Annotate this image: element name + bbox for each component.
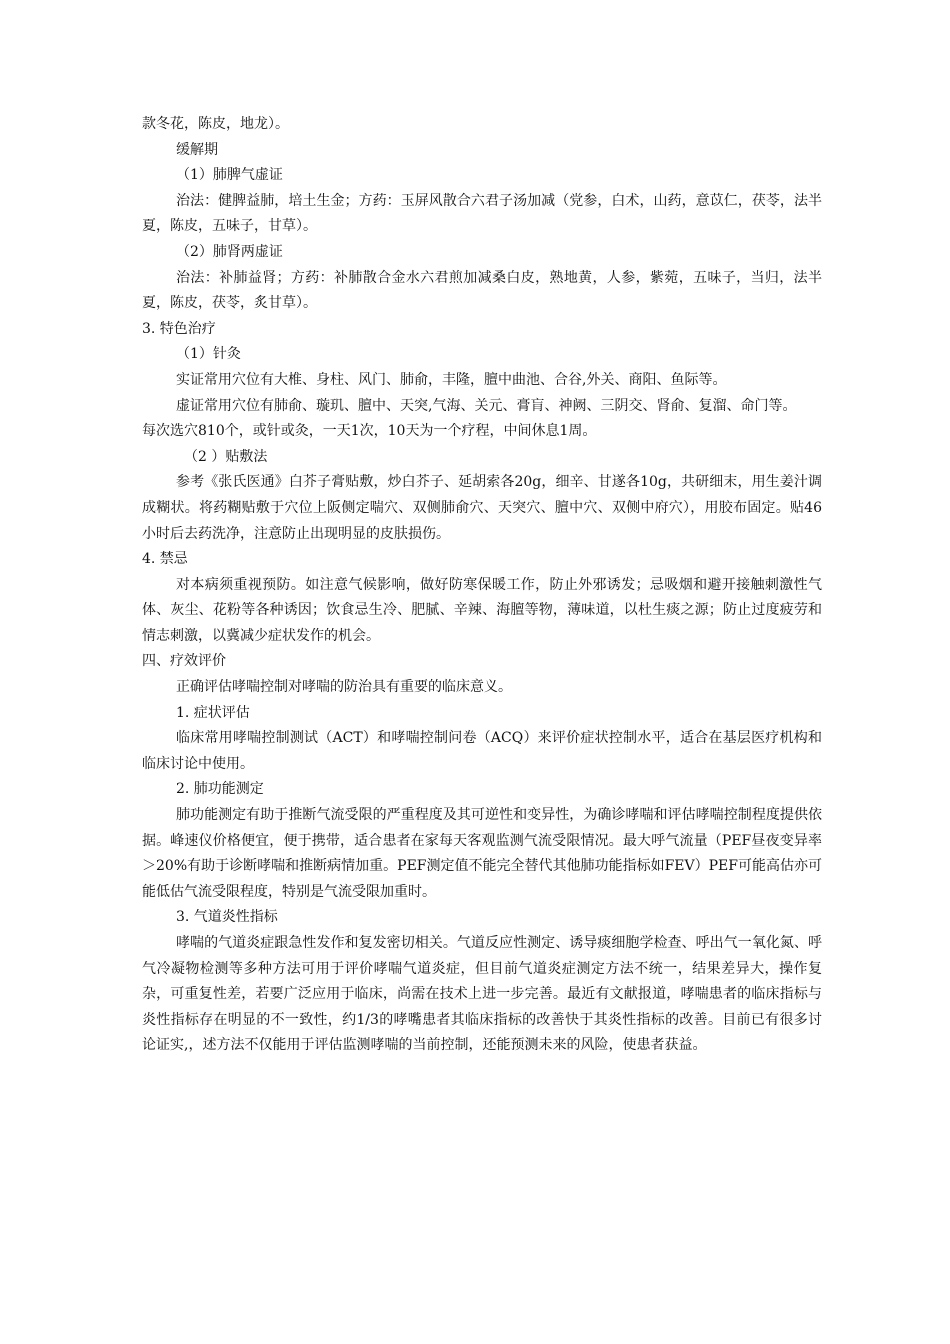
document-body (142, 112, 822, 1059)
text-line: 款冬花，陈皮，地龙）。 (142, 116, 289, 132)
paragraph: 治法：补肺益肾；方药：补肺散合金水六君煎加减桑白皮，熟地黄，人参，紫菀，五味子，当归，法半夏，陈皮，茯苓，炙甘草）。 (142, 269, 822, 312)
subsection-heading: 3. 气道炎性指标 (176, 909, 278, 926)
paragraph: 每次选穴810个，或针或灸，一天1次，10天为一个疗程，中间休息1周。 (142, 423, 597, 440)
section-heading: 3. 特色治疗 (142, 320, 216, 337)
paragraph: 哮喘的气道炎症跟急性发作和复发密切相关。气道反应性测定、诱导痰细胞学检查、呼出气一氧化氮、呼气冷凝物检测等多种方法可用于评价哮喘气道炎症，但目前气道炎症测定方法不统一，结果差异大，操作复杂，可重复性差，若要广泛应用于临床，尚需在技术上进一步完善。最近有文献报道，哮喘患者的临床指标与炎性指标存在明显的不一致性，约1/3的哮嘴患者其临床指标的改善快于其炎性指标的改善。目前已有很多讨论证实,，述方法不仅能用于评估监测哮喘的当前控制，还能预测未来的风险，使患者获益。 (142, 935, 822, 1054)
section-heading: 4. 禁忌 (142, 551, 188, 568)
paragraph: 虚证常用穴位有肺俞、璇玑、膻中、天突,气海、关元、膏肓、神阙、三阴交、肾俞、复溜、命门等。 (176, 397, 797, 414)
paragraph: 正确评估哮喘控制对哮喘的防治具有重要的临床意义。 (176, 679, 512, 696)
subsection-heading: （1）肺脾气虚证 (176, 167, 283, 184)
subsection-heading: （2）肺肾两虚证 (176, 243, 283, 260)
subsection-heading: 1. 症状评估 (176, 704, 250, 721)
chapter-heading: 四、疗效评价 (142, 653, 226, 670)
paragraph: 参考《张氏医通》白芥子膏贴敷，炒白芥子、延胡索各20g，细辛、甘遂各10g，共研细末，用生姜汁调成糊状。将药糊贴敷于穴位上阪侧定喘穴、双侧肺俞穴、天突穴、膻中穴、双侧中府穴），用胶布固定。贴46小时后去药洗净，注意防止出现明显的皮肤损伤。 (142, 474, 822, 542)
paragraph: 治法：健脾益肺，培土生金；方药：玉屏风散合六君子汤加减（党参，白术，山药，意苡仁，茯苓，法半夏，陈皮，五味子，甘草）。 (142, 192, 822, 235)
paragraph: 对本病须重视预防。如注意气候影响，做好防寒保暖工作，防止外邪诱发；忌吸烟和避开接触刺激性气体、灰尘、花粉等各种诱因；饮食忌生冷、肥腻、辛辣、海膻等物，薄味道，以杜生痰之源；防止过度疲劳和情志刺激，以冀减少症状发作的机会。 (142, 576, 822, 644)
subsection-heading: （1）针灸 (176, 346, 241, 363)
paragraph: 临床常用哮喘控制测试（ACT）和哮喘控制问卷（ACQ）来评价症状控制水平，适合在基层医疗机构和临床讨论中使用。 (142, 730, 822, 772)
paragraph: 肺功能测定有助于推断气流受限的严重程度及其可逆性和变异性，为确诊哮喘和评估哮喘控制程度提供依据。峰速仪价格便宜，便于携带，适合患者在家每天客观监测气流受限情况。最大呼气流量（PEF昼夜变异率＞20%有助于诊断哮喘和推断病情加重。PEF测定值不能完全替代其他肺功能指标如FEV）PEF可能高估亦可能低估气流受限程度，特别是气流受限加重时。 (142, 807, 822, 900)
section-heading: 缓解期 (176, 141, 218, 158)
subsection-heading: （2 ）贴敷法 (184, 448, 268, 465)
paragraph: 实证常用穴位有大椎、身柱、风门、肺俞，丰隆，膻中曲池、合谷,外关、商阳、鱼际等。 (176, 371, 727, 388)
subsection-heading: 2. 肺功能测定 (176, 781, 264, 798)
